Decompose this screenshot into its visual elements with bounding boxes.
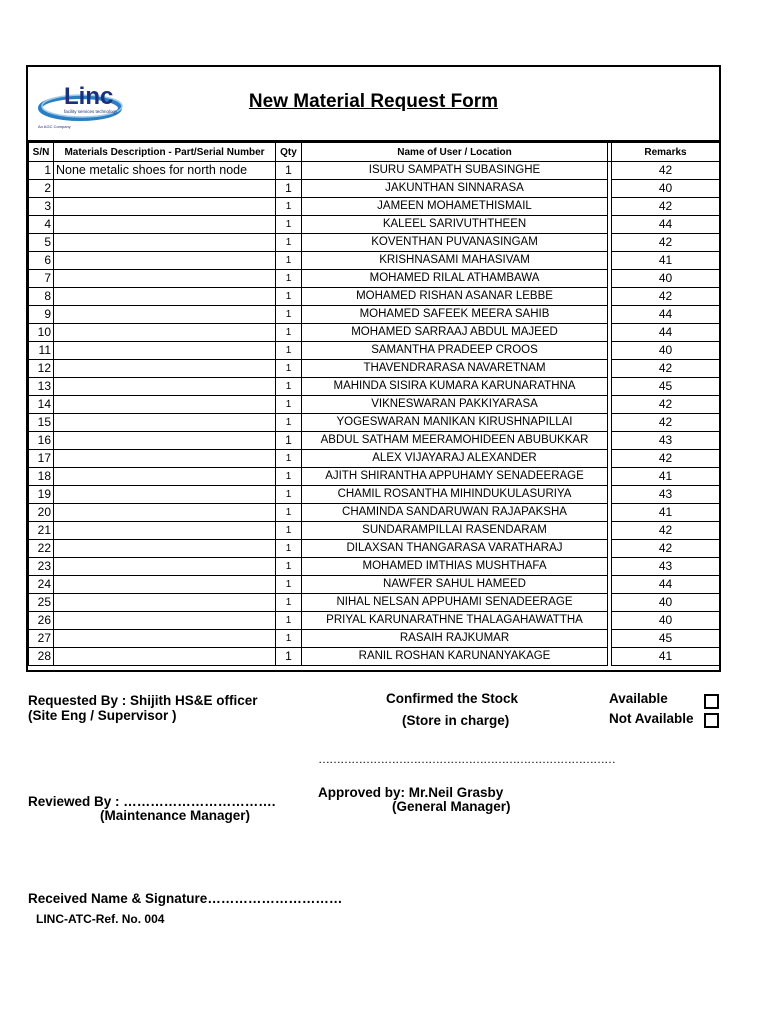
row-remarks: 42 [612,522,720,540]
row-sn: 17 [29,450,54,468]
table-row [29,468,720,486]
row-name: CHAMIL ROSANTHA MIHINDUKULASURIYA [302,486,608,504]
table-row [29,234,720,252]
row-remarks: 44 [612,576,720,594]
row-description [54,594,276,612]
row-name: ABDUL SATHAM MEERAMOHIDEEN ABUBUKKAR [302,432,608,450]
table-row [29,270,720,288]
row-remarks: 42 [612,540,720,558]
row-description [54,270,276,288]
row-remarks: 45 [612,630,720,648]
row-sn: 2 [29,180,54,198]
row-name: AJITH SHIRANTHA APPUHAMY SENADEERAGE [302,468,608,486]
row-qty: 1 [276,576,302,594]
logo-sub: An AGC Company [38,124,71,129]
table-row [29,630,720,648]
row-name: JAKUNTHAN SINNARASA [302,180,608,198]
row-description [54,180,276,198]
row-description [54,342,276,360]
row-qty: 1 [276,324,302,342]
row-remarks: 40 [612,594,720,612]
row-qty: 1 [276,396,302,414]
form-frame [26,65,721,672]
row-qty: 1 [276,504,302,522]
row-sn: 27 [29,630,54,648]
row-description [54,324,276,342]
row-sn: 28 [29,648,54,666]
table-row [29,252,720,270]
table-header-row [29,143,720,162]
table-row [29,540,720,558]
row-sn: 20 [29,504,54,522]
row-description [54,486,276,504]
table-row [29,414,720,432]
table-row [29,198,720,216]
row-sn: 6 [29,252,54,270]
row-name: MOHAMED SAFEEK MEERA SAHIB [302,306,608,324]
row-description [54,432,276,450]
row-qty: 1 [276,540,302,558]
row-description [54,234,276,252]
row-remarks: 42 [612,414,720,432]
row-sn: 5 [29,234,54,252]
row-description [54,468,276,486]
table-body [29,162,720,666]
row-description [54,396,276,414]
table-row [29,486,720,504]
row-remarks: 45 [612,378,720,396]
row-name: VIKNESWARAN PAKKIYARASA [302,396,608,414]
row-description [54,504,276,522]
row-remarks: 43 [612,486,720,504]
reviewed-role: (Maintenance Manager) [100,808,251,823]
row-name: MOHAMED IMTHIAS MUSHTHAFA [302,558,608,576]
row-sn: 11 [29,342,54,360]
row-qty: 1 [276,162,302,180]
table-row [29,594,720,612]
row-description [54,558,276,576]
row-sn: 15 [29,414,54,432]
row-remarks: 44 [612,216,720,234]
approved-by: Approved by: Mr.Neil Grasby [318,785,504,800]
row-name: MOHAMED SARRAAJ ABDUL MAJEED [302,324,608,342]
table-row [29,378,720,396]
row-remarks: 40 [612,612,720,630]
available-label: Available [609,691,668,706]
table-row [29,396,720,414]
row-qty: 1 [276,450,302,468]
row-sn: 7 [29,270,54,288]
table-row [29,504,720,522]
not-available-checkbox[interactable] [704,713,719,728]
row-description [54,612,276,630]
not-available-label: Not Available [609,711,694,726]
table-row [29,612,720,630]
row-description [54,450,276,468]
row-name: THAVENDRARASA NAVARETNAM [302,360,608,378]
row-sn: 9 [29,306,54,324]
row-name: KALEEL SARIVUTHTHEEN [302,216,608,234]
row-remarks: 42 [612,450,720,468]
row-name: MOHAMED RILAL ATHAMBAWA [302,270,608,288]
row-name: YOGESWARAN MANIKAN KIRUSHNAPILLAI [302,414,608,432]
row-name: CHAMINDA SANDARUWAN RAJAPAKSHA [302,504,608,522]
row-name: KOVENTHAN PUVANASINGAM [302,234,608,252]
row-qty: 1 [276,468,302,486]
table-row [29,306,720,324]
row-description [54,576,276,594]
reviewed-by: Reviewed By : ……………………………. [28,794,276,809]
row-remarks: 42 [612,234,720,252]
table-row [29,558,720,576]
header-name: Name of User / Location [302,143,608,162]
row-remarks: 41 [612,648,720,666]
row-qty: 1 [276,378,302,396]
table-row [29,324,720,342]
row-name: PRIYAL KARUNARATHNE THALAGAHAWATTHA [302,612,608,630]
header-sn: S/N [29,143,54,162]
table-row [29,288,720,306]
row-sn: 19 [29,486,54,504]
row-description [54,414,276,432]
store-in-charge: (Store in charge) [402,713,510,728]
row-sn: 22 [29,540,54,558]
material-table [28,142,720,666]
row-description [54,216,276,234]
table-row [29,432,720,450]
row-qty: 1 [276,342,302,360]
row-qty: 1 [276,360,302,378]
table-row [29,522,720,540]
row-description: None metalic shoes for north node [54,162,276,180]
row-remarks: 42 [612,162,720,180]
confirmed-stock: Confirmed the Stock [386,691,519,706]
row-remarks: 40 [612,180,720,198]
form-header [28,67,719,142]
row-sn: 16 [29,432,54,450]
row-description [54,648,276,666]
row-sn: 4 [29,216,54,234]
row-remarks: 40 [612,270,720,288]
row-description [54,360,276,378]
row-remarks: 43 [612,432,720,450]
row-description [54,378,276,396]
row-name: DILAXSAN THANGARASA VARATHARAJ [302,540,608,558]
row-name: RASAIH RAJKUMAR [302,630,608,648]
row-qty: 1 [276,306,302,324]
row-description [54,252,276,270]
row-qty: 1 [276,414,302,432]
row-remarks: 42 [612,396,720,414]
row-sn: 24 [29,576,54,594]
row-qty: 1 [276,198,302,216]
row-qty: 1 [276,630,302,648]
row-description [54,288,276,306]
row-sn: 23 [29,558,54,576]
row-remarks: 41 [612,468,720,486]
row-remarks: 44 [612,324,720,342]
header-remarks: Remarks [612,143,720,162]
row-sn: 8 [29,288,54,306]
row-qty: 1 [276,216,302,234]
row-remarks: 44 [612,306,720,324]
row-qty: 1 [276,612,302,630]
row-name: RANIL ROSHAN KARUNANYAKAGE [302,648,608,666]
row-description [54,522,276,540]
row-sn: 21 [29,522,54,540]
row-sn: 26 [29,612,54,630]
row-name: SUNDARAMPILLAI RASENDARAM [302,522,608,540]
row-sn: 3 [29,198,54,216]
row-name: KRISHNASAMI MAHASIVAM [302,252,608,270]
row-remarks: 40 [612,342,720,360]
received-signature: Received Name & Signature………………………… [28,891,343,906]
row-description [54,198,276,216]
row-remarks: 42 [612,288,720,306]
row-sn: 25 [29,594,54,612]
row-qty: 1 [276,252,302,270]
row-sn: 1 [29,162,54,180]
row-remarks: 41 [612,504,720,522]
table-row [29,450,720,468]
requested-role: (Site Eng / Supervisor ) [28,708,177,723]
table-row [29,576,720,594]
row-qty: 1 [276,432,302,450]
table-row [29,360,720,378]
row-qty: 1 [276,558,302,576]
approved-role: (General Manager) [392,799,511,814]
logo-text: Linc [64,83,114,110]
row-qty: 1 [276,522,302,540]
row-sn: 18 [29,468,54,486]
available-checkbox[interactable] [704,694,719,709]
row-qty: 1 [276,234,302,252]
table-row [29,162,720,180]
row-sn: 13 [29,378,54,396]
row-qty: 1 [276,270,302,288]
row-sn: 14 [29,396,54,414]
reference-number: LINC-ATC-Ref. No. 004 [36,912,165,926]
row-name: MOHAMED RISHAN ASANAR LEBBE [302,288,608,306]
row-qty: 1 [276,288,302,306]
row-description [54,540,276,558]
row-name: JAMEEN MOHAMETHISMAIL [302,198,608,216]
row-remarks: 41 [612,252,720,270]
requested-by: Requested By : Shijith HS&E officer [28,693,258,708]
table-row [29,180,720,198]
table-row [29,648,720,666]
row-remarks: 42 [612,198,720,216]
row-name: NIHAL NELSAN APPUHAMI SENADEERAGE [302,594,608,612]
row-name: NAWFER SAHUL HAMEED [302,576,608,594]
stock-signature-line: ……………………………………………………………………… [318,752,615,766]
row-remarks: 43 [612,558,720,576]
table-row [29,342,720,360]
header-qty: Qty [276,143,302,162]
table-row [29,216,720,234]
form-title: New Material Request Form [248,91,499,112]
row-description [54,630,276,648]
row-remarks: 42 [612,360,720,378]
row-name: ALEX VIJAYARAJ ALEXANDER [302,450,608,468]
row-qty: 1 [276,486,302,504]
logo-tagline: facility services technology [64,109,118,114]
header-description: Materials Description - Part/Serial Number [54,143,276,162]
row-name: SAMANTHA PRADEEP CROOS [302,342,608,360]
row-name: MAHINDA SISIRA KUMARA KARUNARATHNA [302,378,608,396]
row-qty: 1 [276,180,302,198]
row-qty: 1 [276,594,302,612]
row-sn: 12 [29,360,54,378]
row-description [54,306,276,324]
row-sn: 10 [29,324,54,342]
row-name: ISURU SAMPATH SUBASINGHE [302,162,608,180]
row-qty: 1 [276,648,302,666]
